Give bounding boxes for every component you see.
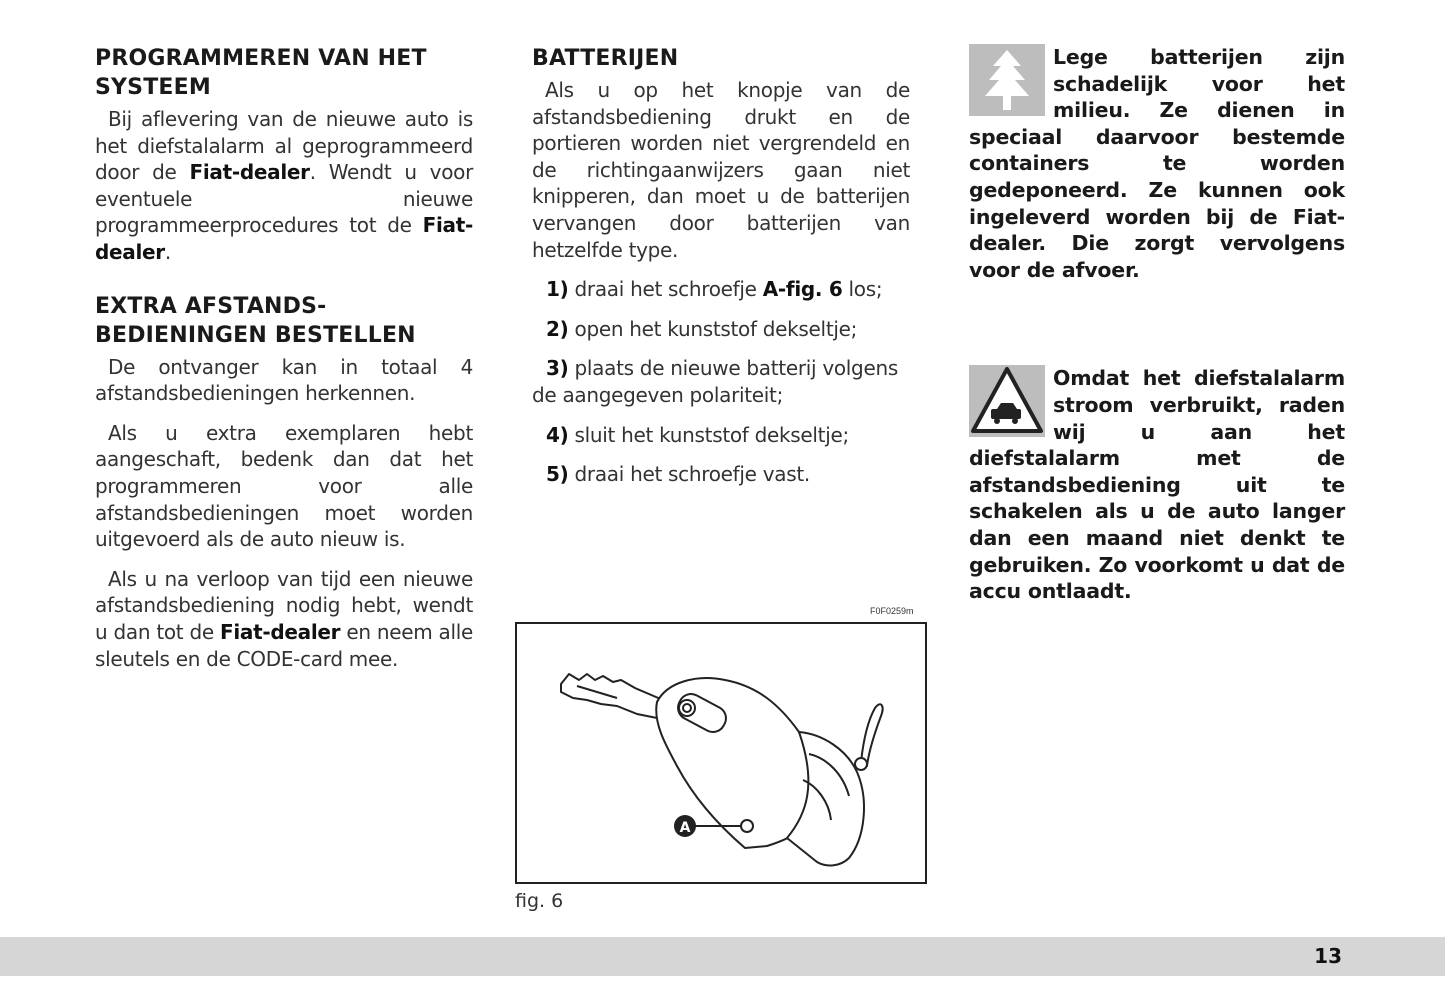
- text-run: . Wendt u voor eventuele nieuwe programmeerprocedures tot de: [95, 160, 473, 238]
- environment-tree-icon: [969, 44, 1045, 116]
- figure-label-a: A: [679, 820, 691, 836]
- step-number: 2): [546, 316, 569, 341]
- text-run: .: [164, 239, 171, 264]
- figure-code: F0F0259m: [870, 606, 914, 616]
- para-programmeren: [95, 106, 473, 266]
- note-alarm-power: Omdat het diefstalalarm stroom verbruikt, raden wij u aan het diefstalalarm met de afstandsbediening uit te schakelen als u de auto langer dan een maand niet denkt te gebruiken. Zo voorkomt u dat de accu ontlaadt.: [969, 366, 1345, 604]
- figure-caption: fig. 6: [515, 890, 564, 912]
- battery-step-2: [532, 316, 910, 343]
- text-run: plaats de nieuwe batterij volgens de aangegeven polariteit;: [532, 356, 898, 407]
- key-remote-illustration: [517, 624, 925, 882]
- text-run: los;: [842, 277, 883, 302]
- step-number: 5): [546, 462, 569, 487]
- step-number: 4): [546, 422, 569, 447]
- bold-text: Fiat-dealer: [219, 619, 341, 644]
- heading-batterijen: BATTERIJEN: [532, 46, 679, 71]
- battery-step-5: [532, 461, 910, 488]
- bold-text: Fiat-dealer: [95, 213, 473, 264]
- step-number: 1): [546, 277, 569, 302]
- battery-step-3: [532, 355, 910, 408]
- text-run: Bij aflevering van de nieuwe auto is het diefstalalarm al geprogrammeerd door de: [95, 107, 473, 185]
- left-column: [95, 44, 473, 672]
- battery-step-4: [532, 422, 910, 449]
- page-footer-bar: [0, 937, 1445, 976]
- text-run: draai het schroefje vast.: [568, 462, 810, 487]
- text-run: en neem alle sleutels en de CODE-card mee.: [95, 619, 473, 671]
- note-batteries-environment: Lege batterijen zijn schadelijk voor het milieu. Ze dienen in speciaal daarvoor bestemde containers te worden gedeponeerd. Ze kunnen ook ingeleverd worden bij de Fiat-dealer. Die zorgt vervolgens voor de afvoer.: [969, 45, 1345, 282]
- middle-column: [532, 44, 910, 501]
- heading-programmeren: PROGRAMMEREN VAN HET SYSTEEM: [95, 46, 427, 100]
- para-batterijen-intro: Als u op het knopje van de afstandsbediening drukt en de portieren worden niet vergrendeld en de richtingaanwijzers gaan niet knipperen, dan moet u de batterijen vervangen door batterijen van hetzelfde type.: [532, 78, 910, 262]
- warning-car-icon: [969, 365, 1045, 437]
- para-extra-exemplaren: Als u extra exemplaren hebt aangeschaft, bedenk dan dat het programmeren voor alle afstandsbedieningen moet worden uitgevoerd als de auto nieuw is.: [95, 420, 473, 552]
- text-run: open het kunststof dekseltje;: [568, 316, 858, 341]
- para-ontvanger: De ontvanger kan in totaal 4 afstandsbedieningen herkennen.: [95, 354, 473, 406]
- text-run: Als u na verloop van tijd een nieuwe afstandsbediening nodig hebt, wendt u dan tot de: [95, 566, 473, 644]
- heading-extra-afstandsbedieningen: EXTRA AFSTANDS-BEDIENINGEN BESTELLEN: [95, 293, 416, 348]
- battery-step-1: [532, 276, 910, 303]
- bold-text: A-fig. 6: [762, 277, 843, 302]
- step-number: 3): [546, 356, 569, 381]
- bold-text: Fiat-dealer: [189, 160, 310, 185]
- text-run: sluit het kunststof dekseltje;: [568, 422, 849, 447]
- text-run: draai het schroefje: [568, 277, 763, 302]
- para-nieuwe-afstandsbediening: [95, 566, 473, 672]
- figure-key-remote: [515, 622, 927, 884]
- right-column: [969, 44, 1345, 605]
- page-number: 13: [1314, 944, 1342, 968]
- battery-steps-list: [532, 276, 910, 488]
